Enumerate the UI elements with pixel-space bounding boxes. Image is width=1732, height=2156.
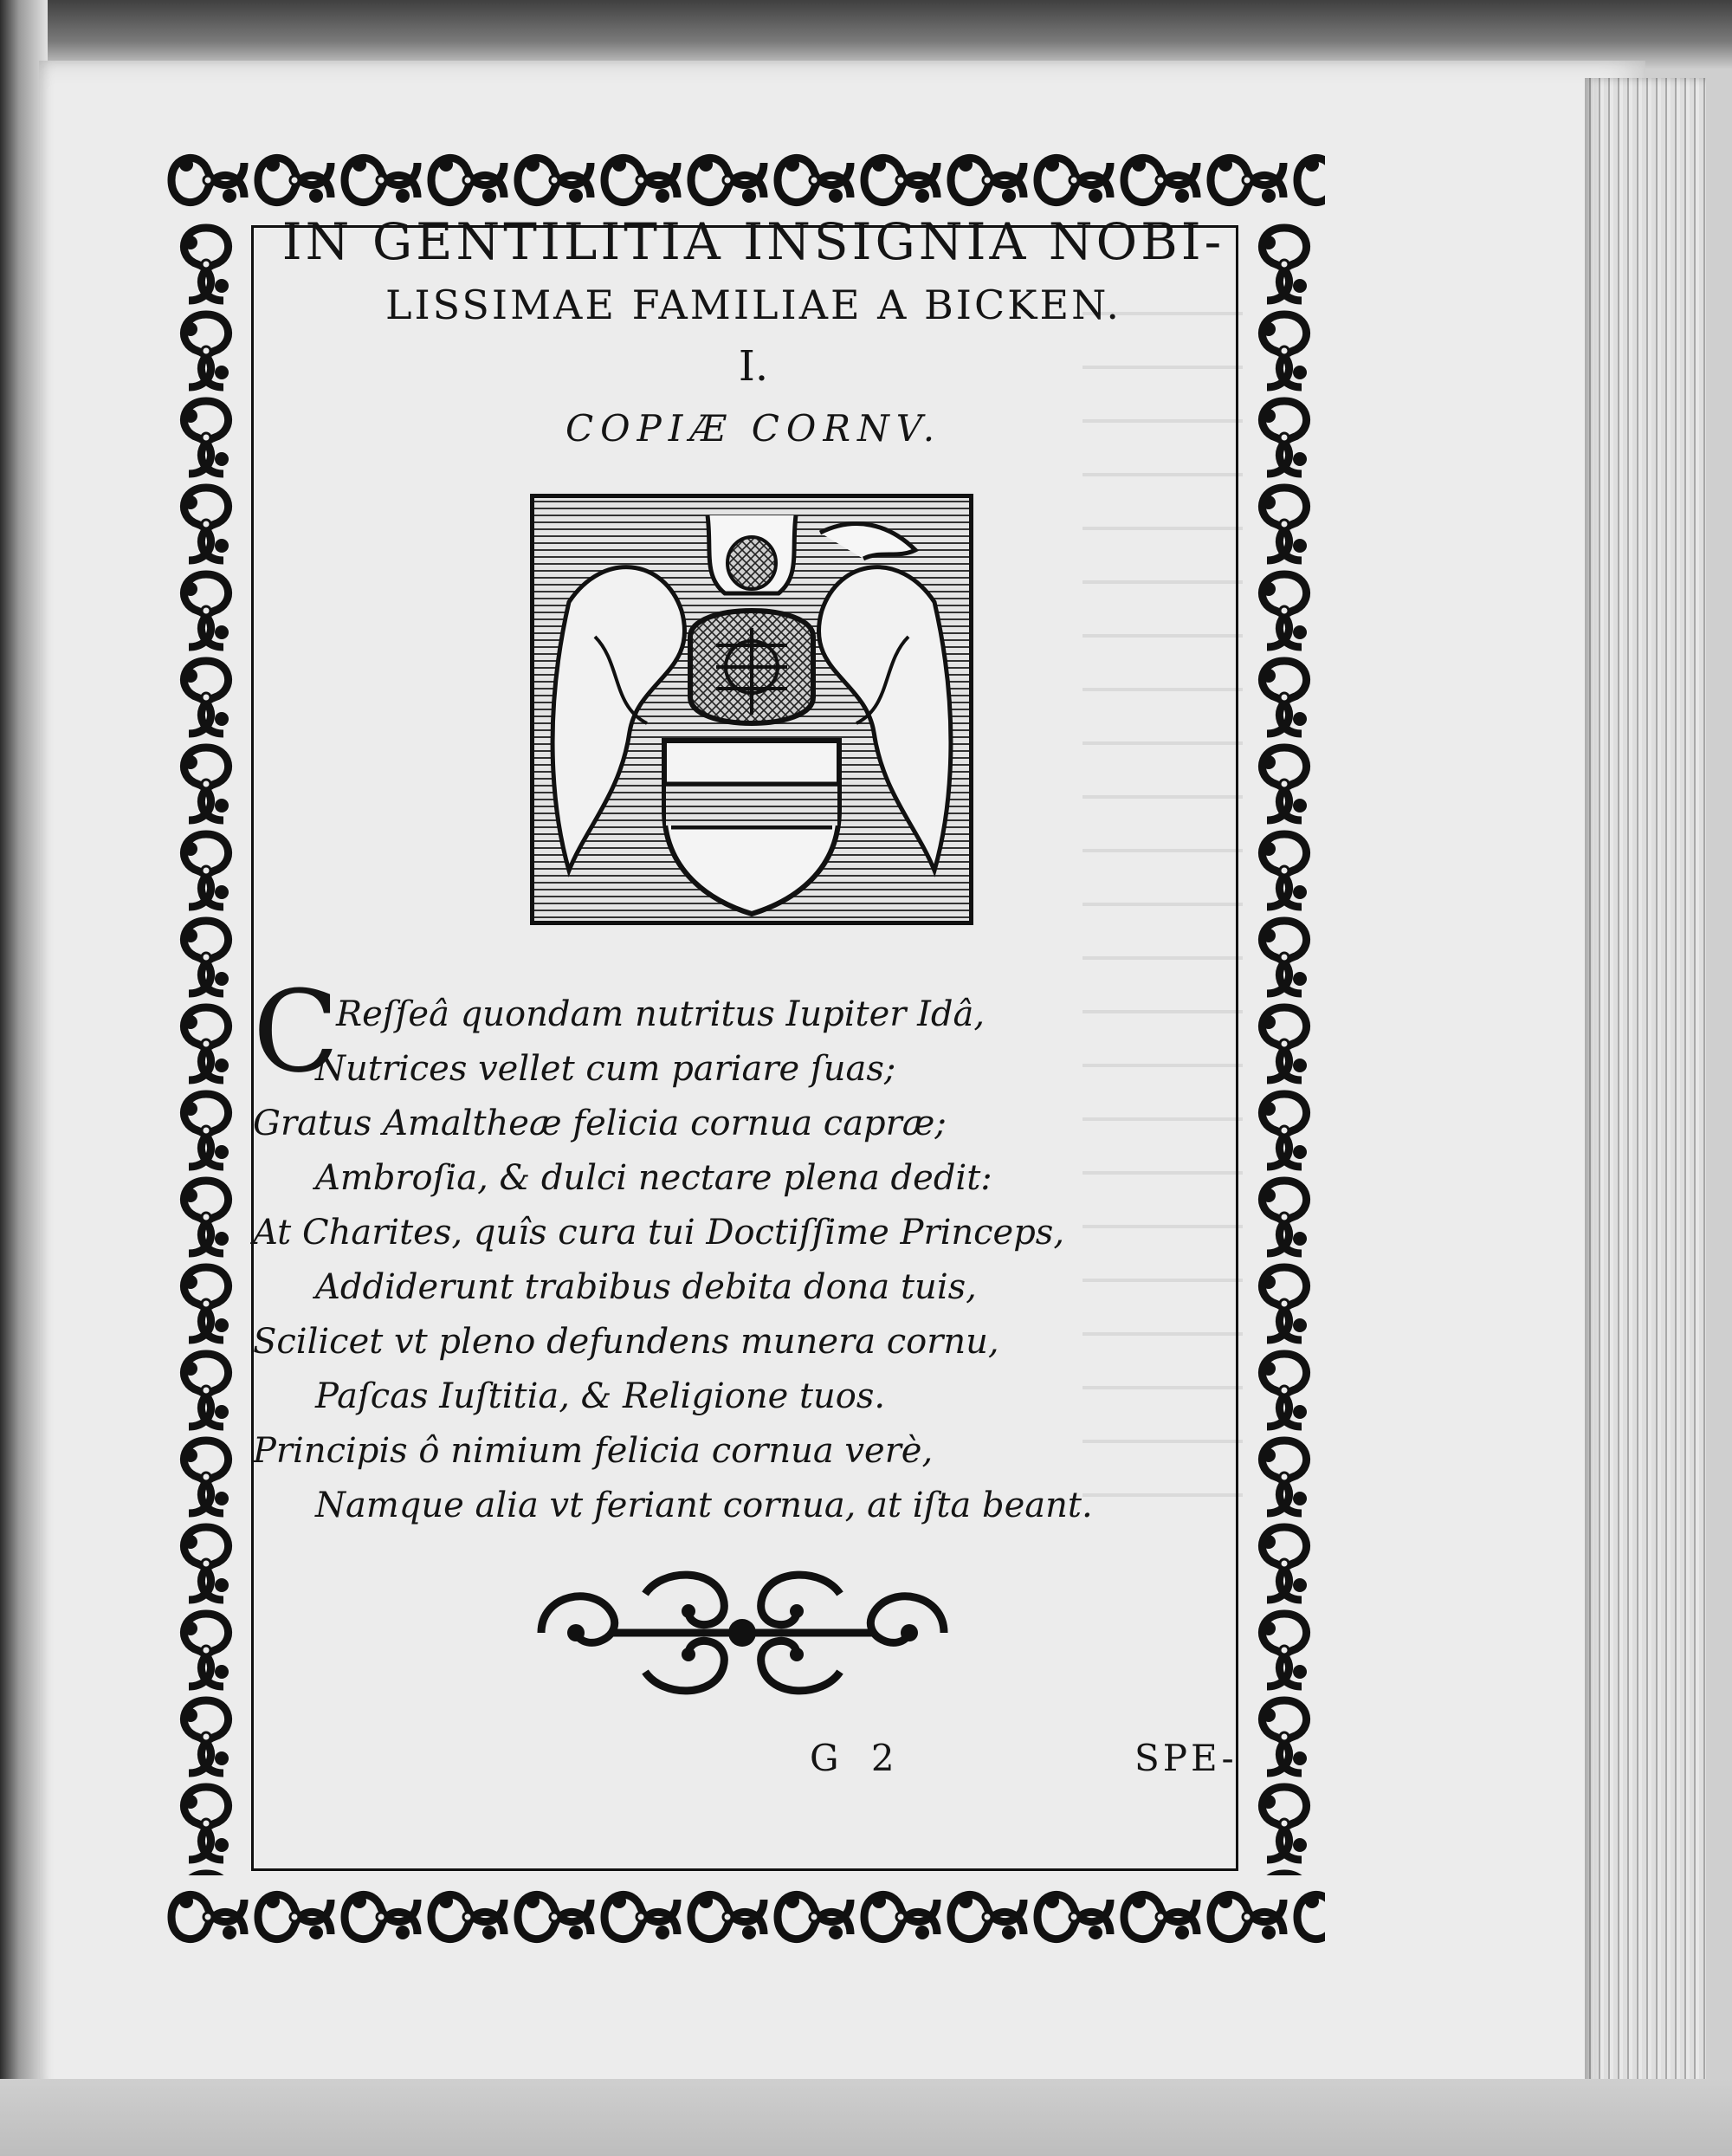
poem-line-6: Addiderunt trabibus debita dona tuis,	[315, 1267, 977, 1307]
poem-line-7: Scilicet vt pleno defundens munera cornu,	[253, 1322, 999, 1362]
emblem-subtitle: COPIÆ CORNV.	[565, 407, 942, 450]
poem-line-1: Reſſeâ quondam nutritus Iupiter Idâ,	[336, 994, 986, 1034]
poem-line-9: Principis ô nimium felicia cornua verè,	[253, 1431, 934, 1471]
poem-line-2: Nutrices vellet cum pariare ſuas;	[315, 1049, 896, 1089]
poem-line-4: Ambroſia, & dulci nectare plena dedit:	[315, 1158, 992, 1198]
heading-line-2: LISSIMAE FAMILIAE A BICKEN.	[385, 282, 1122, 328]
ornament-band-left	[165, 221, 247, 1875]
coat-of-arms-icon	[534, 498, 969, 921]
signature-mark: G 2	[810, 1737, 905, 1779]
scroll-ornament-top	[165, 139, 1325, 221]
ornament-band-right	[1243, 221, 1325, 1875]
poem-line-10: Namque alia vt feriant cornua, at iſta beant.	[315, 1486, 1093, 1525]
heading-line-1: IN GENTILITIA INSIGNIA NOBI-	[281, 212, 1225, 271]
ornament-band-bottom	[165, 1875, 1325, 1958]
poem-lines	[253, 1042, 1093, 1533]
poem-line-8: Paſcas Iuſtitia, & Religione tuos.	[315, 1376, 886, 1416]
coat-of-arms-woodcut	[530, 494, 973, 925]
scroll-ornament-right	[1243, 221, 1325, 1875]
book-bottom-edge	[0, 2079, 1732, 2156]
ornament-band-top	[165, 139, 1325, 221]
section-numeral: I.	[738, 342, 769, 391]
fleuron-ornament-icon	[515, 1559, 970, 1706]
scroll-ornament-bottom	[165, 1875, 1325, 1958]
scroll-ornament-left	[165, 221, 247, 1875]
catchword: SPE-	[1134, 1737, 1238, 1779]
page-fore-edge	[1585, 78, 1706, 2088]
drop-cap: C	[253, 966, 339, 1097]
poem-line-5: At Charites, quîs cura tui Doctiſſime Princeps,	[253, 1213, 1065, 1253]
poem-line-3: Gratus Amaltheæ felicia cornua capræ;	[253, 1104, 947, 1143]
book-top-edge	[48, 0, 1732, 69]
